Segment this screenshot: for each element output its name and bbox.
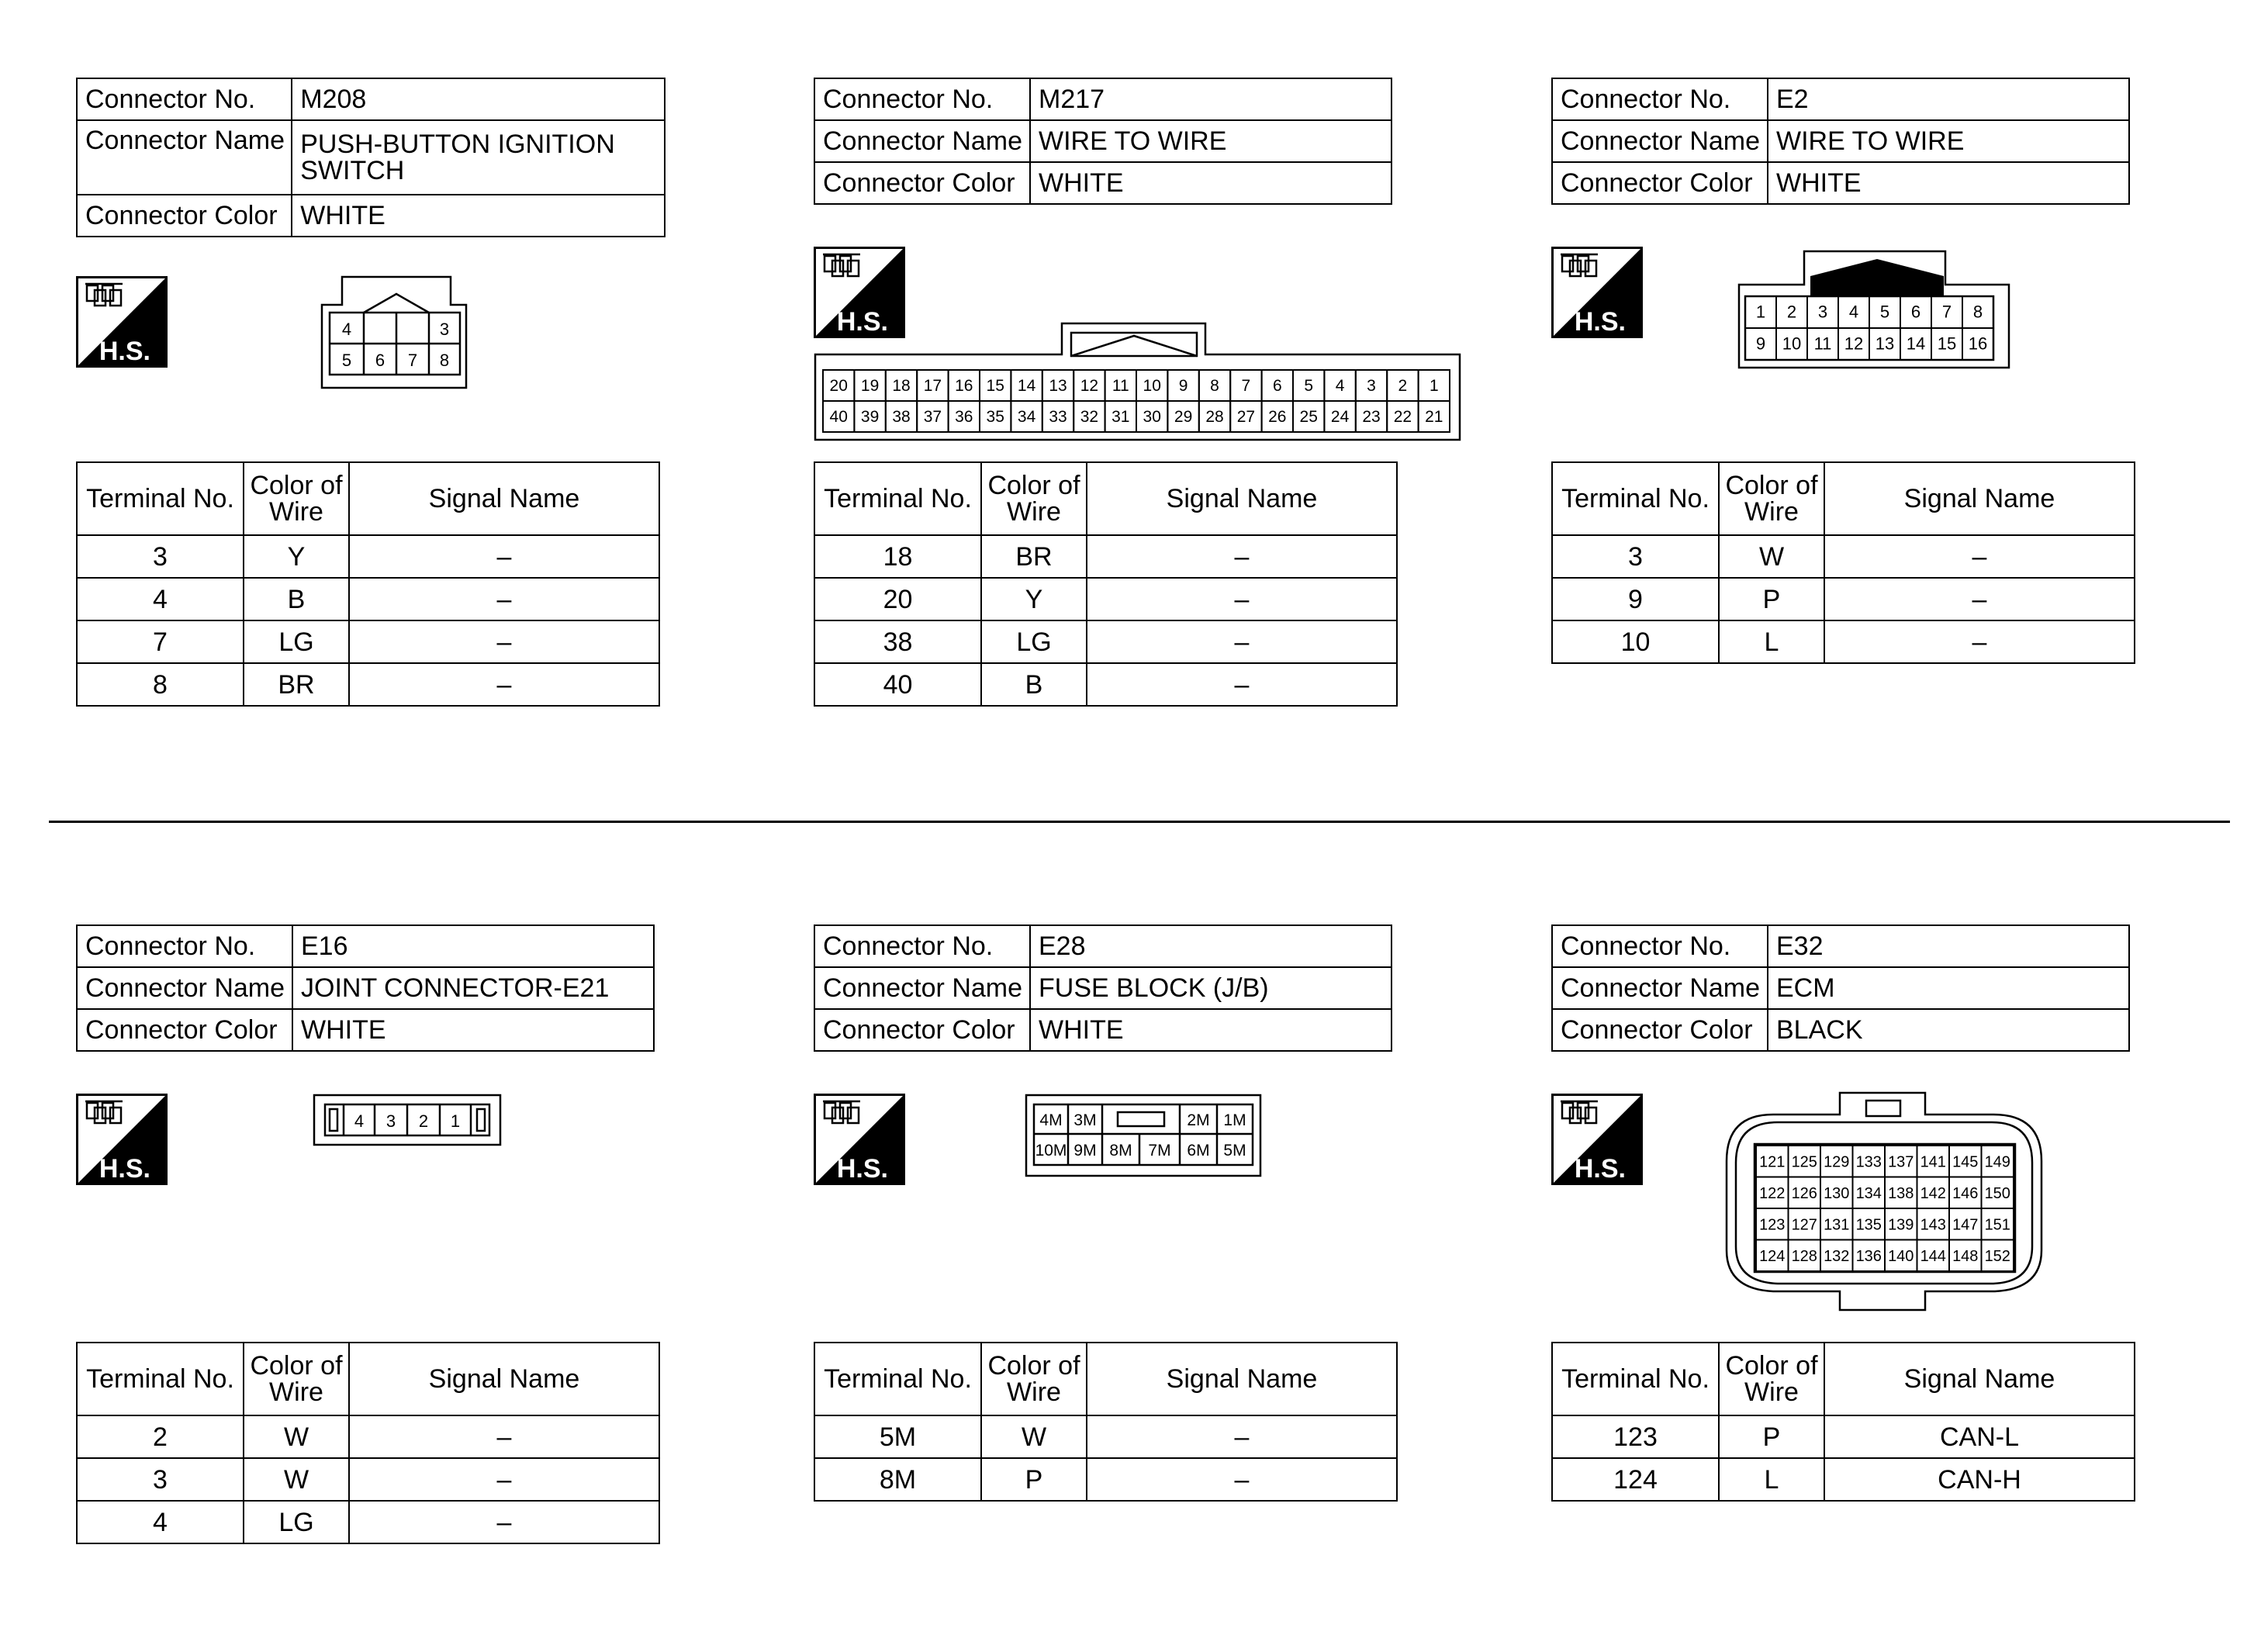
pin-label: 151 [1984,1216,2010,1234]
terminal-no: 38 [814,620,981,663]
pin-label: 14 [1906,334,1926,354]
pin-label: 14 [1017,377,1036,395]
terminal-no: 10 [1552,620,1719,663]
pin-label: 28 [1205,408,1224,426]
terminal-table [1551,1342,2135,1502]
table-row [814,620,1397,663]
pin-label: 2 [1398,377,1408,395]
pin-label: 4 [1335,377,1345,395]
signal-name: – [1824,578,2135,620]
pin-label: 149 [1984,1153,2010,1171]
terminal-no-header: Terminal No. [1552,462,1719,535]
connector-info-table [1551,78,2130,205]
section-divider [49,821,2230,823]
table-row [1552,578,2135,620]
pin-label: 19 [860,377,880,395]
terminal-no: 123 [1552,1415,1719,1458]
pin-label: 1 [1755,302,1766,322]
pin-label: 15 [986,377,1004,395]
connector-face-diagram [1722,1091,2048,1312]
pin-label: 7 [407,351,418,370]
table-row [1552,535,2135,578]
pin-label: 136 [1855,1247,1882,1265]
pin-label: 147 [1952,1216,1979,1234]
pin-label: 4M [1039,1111,1063,1129]
terminal-table [814,1342,1398,1502]
terminal-no: 20 [814,578,981,620]
pin-label: 34 [1017,408,1036,426]
pin-label: 7 [1941,302,1952,322]
connector-info-table [814,924,1392,1052]
signal-name-header: Signal Name [1824,462,2135,535]
hs-badge-icon [1551,247,1643,338]
hs-badge-icon [814,1094,905,1185]
pin-label: 32 [1080,408,1099,426]
pin-label: 10 [1782,334,1802,354]
pin-label: 39 [860,408,880,426]
terminal-no: 8 [77,663,244,706]
pin-label: 2 [418,1111,429,1131]
wire-color: P [1719,578,1824,620]
pin-label: 131 [1824,1216,1850,1234]
wire-color-header: Color of Wire [244,1343,349,1415]
terminal-no: 8M [814,1458,981,1501]
connector-face-diagram [320,268,472,392]
pin-label: 134 [1855,1184,1882,1202]
pin-label: 9 [1755,334,1766,354]
signal-name: – [1087,578,1397,620]
terminal-no: 3 [77,535,244,578]
pin-label: 145 [1952,1153,1979,1171]
terminal-no: 9 [1552,578,1719,620]
connector-no-label: Connector No. [814,78,1030,120]
signal-name-header: Signal Name [1087,462,1397,535]
wire-color: W [1719,535,1824,578]
pin-label: 8 [439,351,450,370]
connector-name-label: Connector Name [1552,120,1768,162]
hs-badge-label: H.S. [99,1154,150,1184]
pin-label: 8M [1109,1142,1132,1160]
connector-info-table [814,78,1392,205]
signal-name: – [349,663,659,706]
pin-label: 24 [1330,408,1350,426]
pin-label: 8 [1972,302,1983,322]
terminal-no-header: Terminal No. [814,462,981,535]
wire-color: P [981,1458,1087,1501]
pin-label: 135 [1855,1216,1882,1234]
pin-label: 16 [955,377,973,395]
connector-no-label: Connector No. [814,925,1030,967]
pin-label: 9M [1073,1142,1097,1160]
pin-label: 3 [1367,377,1376,395]
terminal-no: 18 [814,535,981,578]
connector-no-value: M217 [1030,78,1392,120]
signal-name: – [349,1458,659,1501]
pin-label: 128 [1791,1247,1817,1265]
connector-block-e16 [76,924,666,1537]
connector-color-value: WHITE [1030,162,1392,204]
table-row [77,1458,659,1501]
terminal-no: 3 [1552,535,1719,578]
connector-info-table [76,924,655,1052]
wire-color-header: Color of Wire [1719,1343,1824,1415]
connector-name-value: FUSE BLOCK (J/B) [1030,967,1392,1009]
pin-label: 6 [375,351,385,370]
connector-color-label: Connector Color [1552,162,1768,204]
wire-color: W [244,1415,349,1458]
pin-label: 22 [1393,408,1412,426]
pin-label: 2M [1187,1111,1210,1129]
signal-name: – [1087,620,1397,663]
pin-label: 6 [1272,377,1282,395]
pin-label: 2 [1786,302,1797,322]
signal-name: – [349,1415,659,1458]
table-row [77,1415,659,1458]
terminal-no: 40 [814,663,981,706]
pin-label: 142 [1920,1184,1946,1202]
table-row [1552,620,2135,663]
pin-label: 3 [439,320,450,339]
connector-name-label: Connector Name [77,120,292,195]
pin-label: 23 [1362,408,1381,426]
wire-color: B [244,578,349,620]
pin-label: 3 [1817,302,1828,322]
terminal-no: 7 [77,620,244,663]
table-row [1552,1458,2135,1501]
pin-label: 141 [1920,1153,1946,1171]
wire-color: B [981,663,1087,706]
wire-color-header: Color of Wire [981,1343,1087,1415]
signal-name: – [1087,1458,1397,1501]
pin-label: 123 [1759,1216,1786,1234]
pin-label: 121 [1759,1153,1786,1171]
wire-color: W [981,1415,1087,1458]
connector-block-e28 [814,924,1403,1495]
pin-label: 5 [341,351,352,370]
connector-info-table [1551,924,2130,1052]
pin-label: 4 [1848,302,1859,322]
wire-color: BR [244,663,349,706]
wire-color: P [1719,1415,1824,1458]
connector-name-value: WIRE TO WIRE [1030,120,1392,162]
pin-label: 26 [1268,408,1287,426]
signal-name: – [1824,620,2135,663]
pin-label: 1 [1429,377,1439,395]
terminal-no-header: Terminal No. [814,1343,981,1415]
connector-name-value: PUSH-BUTTON IGNITION SWITCH [292,120,665,195]
connector-no-value: E16 [292,925,654,967]
pin-label: 6M [1187,1142,1210,1160]
table-row [814,1415,1397,1458]
table-row [1552,1415,2135,1458]
signal-name: – [349,1501,659,1543]
signal-name-header: Signal Name [349,1343,659,1415]
signal-name-header: Signal Name [1824,1343,2135,1415]
pin-label: 152 [1984,1247,2010,1265]
connector-face-diagram [1737,250,2010,370]
wire-color-header: Color of Wire [244,462,349,535]
wire-color: LG [981,620,1087,663]
connector-block-e32 [1551,924,2141,1495]
connector-color-value: BLACK [1768,1009,2129,1051]
pin-label: 15 [1937,334,1957,354]
connector-no-label: Connector No. [1552,925,1768,967]
pin-label: 143 [1920,1216,1946,1234]
connector-name-value: ECM [1768,967,2129,1009]
connector-block-m208 [76,78,666,700]
signal-name-header: Signal Name [349,462,659,535]
pin-label: 25 [1299,408,1318,426]
pin-label: 140 [1888,1247,1914,1265]
pin-label: 12 [1080,377,1099,395]
signal-name: – [349,535,659,578]
connector-color-label: Connector Color [814,1009,1030,1051]
pin-label: 11 [1813,334,1832,354]
signal-name: – [1087,663,1397,706]
connector-info-table [76,78,666,237]
signal-name: – [1087,1415,1397,1458]
pin-label: 124 [1759,1247,1786,1265]
pin-label: 12 [1844,334,1864,354]
pin-label: 8 [1210,377,1219,395]
connector-no-label: Connector No. [1552,78,1768,120]
pin-label: 13 [1049,377,1067,395]
wire-color-header: Color of Wire [1719,462,1824,535]
table-row [77,535,659,578]
pin-label: 35 [986,408,1004,426]
pin-label: 3M [1073,1111,1097,1129]
hs-badge-icon [76,276,168,368]
pin-label: 10M [1035,1142,1067,1160]
pin-label: 137 [1888,1153,1914,1171]
pin-label: 40 [829,408,848,426]
pin-label: 150 [1984,1184,2010,1202]
wire-color: L [1719,1458,1824,1501]
pin-label: 29 [1174,408,1193,426]
connector-color-label: Connector Color [77,1009,292,1051]
pin-label: 138 [1888,1184,1914,1202]
signal-name: – [1087,535,1397,578]
signal-name: – [349,620,659,663]
signal-name: – [1824,535,2135,578]
pin-label: 6 [1910,302,1921,322]
pin-label: 146 [1952,1184,1979,1202]
pin-label: 9 [1178,377,1188,395]
pin-label: 30 [1143,408,1161,426]
connector-face-diagram [1025,1094,1265,1180]
terminal-no-header: Terminal No. [77,1343,244,1415]
pin-label: 16 [1968,334,1988,354]
connector-no-value: E2 [1768,78,2129,120]
terminal-no: 5M [814,1415,981,1458]
table-row [77,620,659,663]
pin-label: 133 [1855,1153,1882,1171]
table-row [814,663,1397,706]
connector-name-label: Connector Name [1552,967,1768,1009]
terminal-no: 3 [77,1458,244,1501]
pin-label: 7 [1241,377,1251,395]
hs-badge-label: H.S. [1574,307,1626,337]
pin-label: 31 [1111,408,1130,426]
terminal-table [814,461,1398,707]
pin-label: 13 [1875,334,1895,354]
pin-label: 27 [1236,408,1256,426]
terminal-no: 4 [77,578,244,620]
signal-name: CAN-H [1824,1458,2135,1501]
connector-name-value: WIRE TO WIRE [1768,120,2129,162]
pin-label: 18 [892,377,911,395]
table-row [814,1458,1397,1501]
table-row [814,578,1397,620]
wire-color: BR [981,535,1087,578]
table-row [814,535,1397,578]
pin-label: 129 [1824,1153,1850,1171]
pin-label: 126 [1791,1184,1817,1202]
connector-color-label: Connector Color [814,162,1030,204]
pin-label: 3 [385,1111,396,1131]
signal-name-header: Signal Name [1087,1343,1397,1415]
pin-label: 144 [1920,1247,1946,1265]
hs-badge-label: H.S. [836,307,888,337]
pin-label: 5 [1879,302,1890,322]
connector-name-label: Connector Name [77,967,292,1009]
connector-color-value: WHITE [292,1009,654,1051]
pin-label: 1M [1223,1111,1246,1129]
wire-color: LG [244,1501,349,1543]
connector-color-label: Connector Color [77,195,292,237]
pin-label: 5 [1304,377,1314,395]
wire-color: Y [981,578,1087,620]
pin-label: 148 [1952,1247,1979,1265]
pin-label: 125 [1791,1153,1817,1171]
signal-name: CAN-L [1824,1415,2135,1458]
pin-label: 21 [1425,408,1443,426]
terminal-table [76,461,660,707]
pin-label: 1 [450,1111,461,1131]
pin-label: 122 [1759,1184,1786,1202]
connector-no-value: E28 [1030,925,1392,967]
pin-label: 130 [1824,1184,1850,1202]
pin-label: 7M [1148,1142,1171,1160]
pin-label: 38 [892,408,911,426]
terminal-table [1551,461,2135,664]
connector-face-diagram [313,1094,503,1148]
table-row [77,663,659,706]
connector-no-value: E32 [1768,925,2129,967]
connector-name-label: Connector Name [814,120,1030,162]
hs-badge-icon [76,1094,168,1185]
pin-label: 127 [1791,1216,1817,1234]
connector-no-value: M208 [292,78,665,120]
connector-no-label: Connector No. [77,925,292,967]
connector-face-diagram [814,322,1461,446]
connector-name-label: Connector Name [814,967,1030,1009]
connector-name-value: JOINT CONNECTOR-E21 [292,967,654,1009]
pin-label: 33 [1049,408,1067,426]
connector-no-label: Connector No. [77,78,292,120]
hs-badge-label: H.S. [1574,1154,1626,1184]
connector-block-m217 [814,78,1465,700]
pin-label: 4 [354,1111,365,1131]
wire-color: L [1719,620,1824,663]
pin-label: 17 [923,377,942,395]
pin-label: 139 [1888,1216,1914,1234]
pin-label: 132 [1824,1247,1850,1265]
pin-label: 37 [923,408,942,426]
terminal-table [76,1342,660,1544]
terminal-no-header: Terminal No. [1552,1343,1719,1415]
table-row [77,1501,659,1543]
connector-color-value: WHITE [1768,162,2129,204]
pin-label: 20 [829,377,848,395]
wire-color: W [244,1458,349,1501]
signal-name: – [349,578,659,620]
pin-label: 11 [1111,377,1129,395]
pin-label: 10 [1143,377,1161,395]
hs-badge-label: H.S. [99,337,150,366]
terminal-no-header: Terminal No. [77,462,244,535]
table-row [77,578,659,620]
terminal-no: 124 [1552,1458,1719,1501]
hs-badge-label: H.S. [836,1154,888,1184]
hs-badge-icon [1551,1094,1643,1185]
connector-color-value: WHITE [292,195,665,237]
wire-color: Y [244,535,349,578]
terminal-no: 4 [77,1501,244,1543]
connector-block-e2 [1551,78,2141,657]
pin-label: 4 [341,320,352,339]
terminal-no: 2 [77,1415,244,1458]
connector-color-value: WHITE [1030,1009,1392,1051]
wire-color-header: Color of Wire [981,462,1087,535]
wire-color: LG [244,620,349,663]
pin-label: 5M [1223,1142,1246,1160]
pin-label: 36 [955,408,973,426]
connector-color-label: Connector Color [1552,1009,1768,1051]
